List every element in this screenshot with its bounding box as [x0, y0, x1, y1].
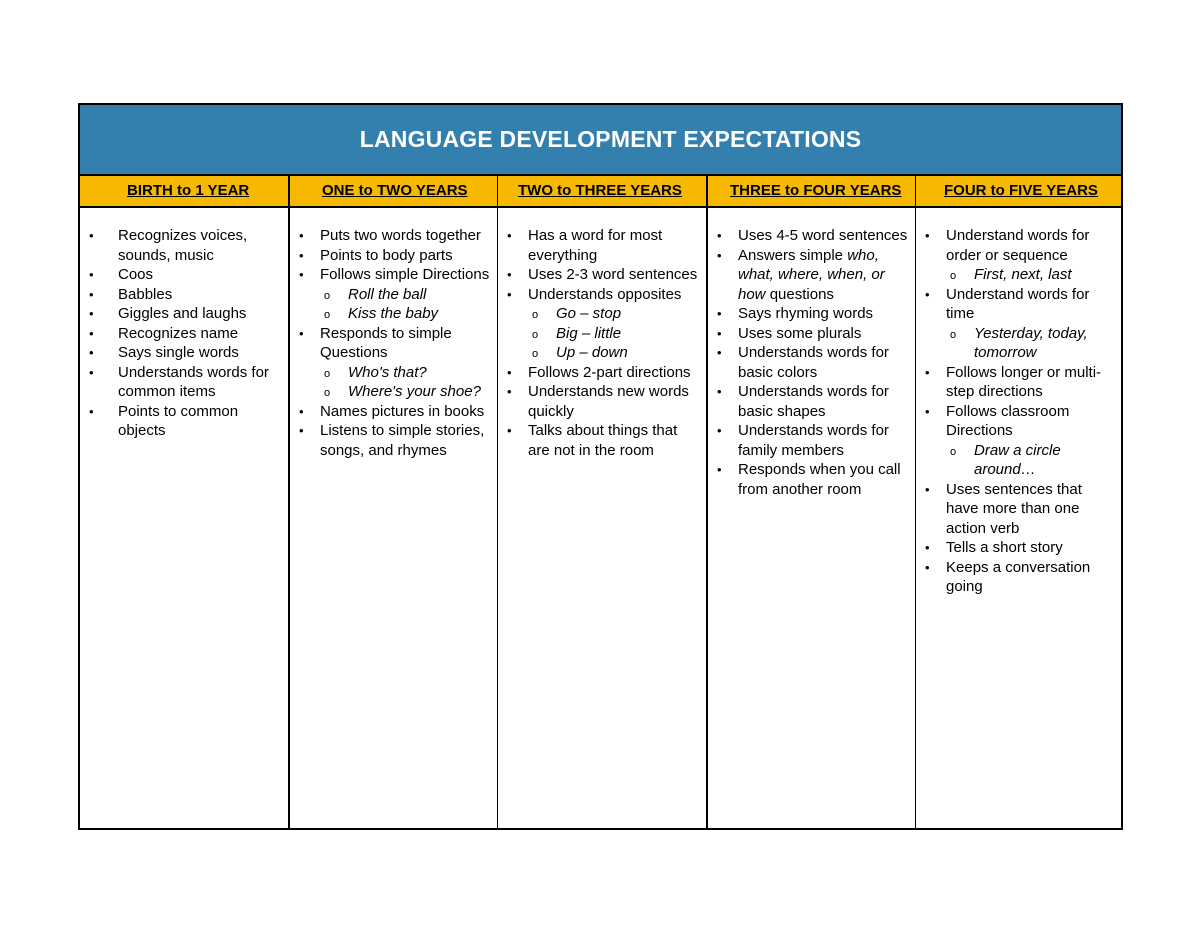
title-bar: [80, 105, 1121, 176]
list-item: • Names pictures in books: [299, 402, 485, 420]
bullet-icon: •: [507, 364, 512, 380]
circle-bullet-icon: o: [324, 367, 331, 380]
column-birth-to-1: [80, 208, 288, 828]
list-item: • Understand words for order or sequence o First, next, last: [916, 226, 1117, 285]
bullet-icon: •: [717, 306, 722, 321]
bullet-icon: •: [717, 228, 722, 243]
list-item: • Points to body parts: [299, 246, 453, 264]
header-label: BIRTH to 1 YEAR: [127, 182, 250, 199]
bullet-icon: •: [89, 345, 94, 360]
item-list: [916, 208, 1121, 597]
sub-list: [946, 441, 1117, 480]
sub-item: o First, next, last: [946, 265, 1117, 285]
list-item: • Puts two words together: [299, 227, 481, 244]
list-item: • Tells a short story: [925, 539, 1063, 556]
list-item: • Listens to simple stories, songs, and rhymes: [299, 422, 485, 459]
column-three-to-four: [706, 208, 915, 828]
body-row: [80, 208, 1121, 828]
sub-item: o Who's that?: [320, 363, 493, 383]
header-label: ONE to TWO YEARS: [322, 182, 468, 199]
bullet-icon: •: [299, 247, 304, 263]
sub-item: o Roll the ball: [320, 285, 493, 305]
header-four-to-five: [915, 176, 1121, 206]
column-four-to-five: [915, 208, 1121, 828]
circle-bullet-icon: o: [324, 387, 331, 399]
bullet-icon: •: [925, 403, 930, 419]
list-item: • Responds to simple Questions o Who's that? o Where's your shoe?: [290, 324, 493, 402]
sub-list: [946, 324, 1117, 363]
list-item: • Talks about things that are not in the room: [507, 422, 678, 459]
bullet-icon: •: [717, 247, 722, 263]
header-two-to-three: [497, 176, 706, 206]
list-item: • Uses some plurals: [717, 324, 862, 342]
list-item: • Has a word for most everything: [507, 227, 663, 264]
list-item: • Understands opposites o Go – stop o Big – little o Up – down: [498, 285, 702, 363]
bullet-icon: •: [299, 228, 304, 243]
header-label: TWO to THREE YEARS: [518, 182, 682, 199]
sub-item: o Big – little: [528, 324, 702, 344]
column-two-to-three: [497, 208, 706, 828]
bullet-icon: •: [89, 364, 94, 380]
bullet-icon: •: [299, 403, 304, 419]
header-birth-to-1: [80, 176, 288, 206]
sub-item: o Kiss the baby: [320, 304, 493, 324]
bullet-icon: •: [89, 306, 94, 321]
bullet-icon: •: [717, 345, 722, 360]
sub-item: o Up – down: [528, 343, 702, 363]
list-item: • Uses 2-3 word sentences: [507, 266, 698, 283]
list-item: • Understands words for common items: [89, 363, 269, 400]
bullet-icon: •: [925, 286, 930, 302]
header-one-to-two: [288, 176, 497, 206]
bullet-icon: •: [717, 462, 722, 477]
item-list: [290, 208, 497, 460]
sub-list: [528, 304, 702, 363]
list-item: • Understand words for time o Yesterday, today, tomorrow: [916, 285, 1117, 363]
circle-bullet-icon: o: [950, 445, 957, 458]
header-row: [80, 176, 1121, 208]
list-item: • Keeps a conversation going: [925, 558, 1091, 595]
bullet-icon: •: [717, 384, 722, 399]
bullet-icon: •: [89, 286, 94, 302]
bullet-icon: •: [507, 423, 512, 438]
sub-item: o Go – stop: [528, 304, 702, 324]
list-item: • Says single words: [89, 344, 239, 361]
list-item: • Follows classroom Directions o Draw a circle around…: [916, 402, 1117, 480]
column-one-to-two: [288, 208, 497, 828]
list-item: • Points to common objects: [89, 402, 239, 439]
list-item: • Understands words for family members: [717, 422, 889, 459]
bullet-icon: •: [717, 325, 722, 341]
bullet-icon: •: [717, 423, 722, 438]
list-item: • Follows longer or multi-step directions: [925, 363, 1102, 400]
sub-item: o Yesterday, today, tomorrow: [950, 324, 1088, 361]
bullet-icon: •: [299, 325, 304, 341]
page-title: LANGUAGE DEVELOPMENT EXPECTATIONS: [359, 126, 862, 152]
bullet-icon: •: [925, 228, 930, 243]
bullet-icon: •: [925, 540, 930, 555]
bullet-icon: •: [89, 403, 94, 419]
sub-list: [946, 265, 1117, 285]
list-item: • Understands words for basic shapes: [717, 383, 889, 420]
bullet-icon: •: [507, 384, 512, 399]
sub-list: [320, 285, 493, 324]
bullet-icon: •: [925, 481, 930, 497]
circle-bullet-icon: o: [950, 328, 957, 341]
bullet-icon: •: [925, 364, 930, 380]
bullet-icon: •: [507, 286, 512, 302]
circle-bullet-icon: o: [324, 309, 331, 321]
list-item: • Recognizes name: [89, 324, 239, 342]
list-item: • Uses 4-5 word sentences: [717, 227, 908, 244]
list-item: • Responds when you call from another room: [717, 461, 901, 498]
chart-table: [78, 103, 1123, 830]
circle-bullet-icon: o: [324, 289, 331, 302]
list-item: • Babbles: [89, 285, 173, 303]
list-item: • Understands words for basic colors: [717, 344, 889, 381]
list-item: • Recognizes voices, sounds, music: [89, 227, 248, 264]
bullet-icon: •: [89, 325, 94, 341]
sub-item: o Where's your shoe?: [320, 382, 493, 402]
bullet-icon: •: [507, 228, 512, 243]
circle-bullet-icon: o: [532, 328, 539, 341]
circle-bullet-icon: o: [532, 309, 539, 321]
header-three-to-four: [706, 176, 915, 206]
bullet-icon: •: [89, 267, 94, 282]
list-item: • Uses sentences that have more than one action verb: [925, 480, 1082, 537]
list-item: • Coos: [89, 266, 154, 283]
sub-item: o Draw a circle around…: [950, 441, 1061, 478]
list-item: • Answers simple who, what, where, when, or how questions: [717, 246, 885, 303]
list-item: • Says rhyming words: [717, 305, 874, 322]
list-item: • Giggles and laughs: [89, 305, 247, 322]
bullet-icon: •: [299, 267, 304, 282]
header-label: FOUR to FIVE YEARS: [944, 182, 1098, 199]
circle-bullet-icon: o: [950, 270, 957, 282]
bullet-icon: •: [925, 559, 930, 575]
bullet-icon: •: [507, 267, 512, 282]
item-list: [80, 208, 288, 441]
sub-list: [320, 363, 493, 402]
item-list: [498, 208, 706, 460]
header-label: THREE to FOUR YEARS: [730, 182, 902, 199]
item-list: [708, 208, 915, 499]
circle-bullet-icon: o: [532, 348, 539, 360]
list-item: • Follows simple Directions o Roll the ball o Kiss the baby: [290, 265, 493, 324]
list-item: • Follows 2-part directions: [507, 363, 691, 381]
bullet-icon: •: [89, 228, 94, 243]
list-item: • Understands new words quickly: [507, 383, 689, 420]
bullet-icon: •: [299, 423, 304, 438]
